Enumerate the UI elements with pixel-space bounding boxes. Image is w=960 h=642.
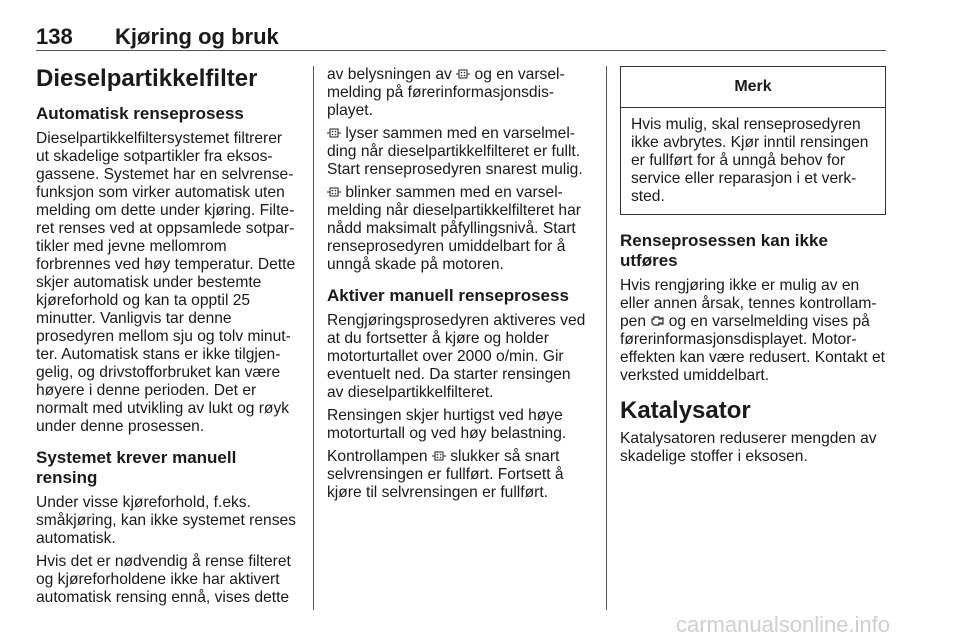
paragraph: Hvis det er nødvendig å rense filteret og kjøreforholdene ikke har aktivert automatisk rensing ennå, vises dette: [36, 553, 291, 606]
section-title: Katalysator: [620, 397, 751, 424]
dpf-filter-icon: [327, 126, 341, 140]
dpf-filter-icon: [456, 67, 470, 81]
paragraph: [327, 125, 589, 179]
paragraph-text: slukker så snart selvrensingen er fullført. Fortsett å kjøre til selvrensingen er fullført.: [327, 448, 564, 501]
note-box: [620, 66, 886, 215]
paragraph: Katalysatoren reduserer mengden av skadelige stoffer i eksosen.: [620, 430, 877, 465]
paragraph-text: blinker sammen med en varsel-melding når dieselpartikkelfilteret har nådd maksimalt påfyllingsnivå. Start renseprosedyren umiddelbart for å unngå skade på motoren.: [327, 184, 581, 273]
note-text: Hvis mulig, skal renseprosedyren ikke avbrytes. Kjør inntil rensingen er fullført for å unngå behov for service eller reparasjon i et verk-sted.: [631, 116, 869, 205]
chapter-title: Kjøring og bruk: [115, 24, 279, 49]
page-number: 138: [36, 24, 73, 49]
dpf-filter-icon: [432, 449, 446, 463]
subsection-title: Automatisk renseprosess: [36, 104, 244, 123]
paragraph: Under visse kjøreforhold, f.eks. småkjøring, kan ikke systemet renses automatisk.: [36, 494, 296, 547]
column-divider: [606, 66, 607, 610]
paragraph: Rensingen skjer hurtigst ved høye motorturtall og ved høy belastning.: [327, 407, 567, 442]
paragraph: [327, 66, 589, 120]
paragraph-text: Kontrollampen: [327, 448, 428, 465]
paragraph: [327, 184, 589, 274]
paragraph: Rengjøringsprosedyren aktiveres ved at du fortsetter å kjøre og holder motorturtallet over 2000 o/min. Gir eventuelt ned. Da starter rensingen av dieselpartikkelfilteret.: [327, 312, 586, 401]
subsection-title: Renseprosessen kan ikke utføres: [620, 231, 828, 270]
dpf-filter-icon: [327, 185, 341, 199]
page-header: [36, 24, 886, 51]
paragraph: [620, 277, 886, 385]
section-title: Dieselpartikkelfilter: [36, 65, 258, 92]
subsection-title: Systemet krever manuell rensing: [36, 448, 237, 487]
paragraph: [327, 448, 589, 502]
note-title: Merk: [621, 67, 885, 108]
paragraph-text: av belysningen av: [327, 66, 452, 83]
column-3: [620, 66, 886, 476]
watermark: carmanualsonline.info: [676, 612, 891, 637]
subsection-title: Aktiver manuell renseprosess: [327, 286, 569, 305]
engine-check-icon: [650, 314, 664, 328]
paragraph-text: og en varsel-melding på førerinformasjonsdis-playet.: [327, 66, 565, 119]
paragraph-text: Hvis rengjøring ikke er mulig av en eller annen årsak, tennes kontrollam-pen: [620, 277, 877, 330]
column-1: [36, 66, 298, 617]
column-divider: [313, 66, 314, 610]
column-2: [327, 66, 589, 512]
paragraph: Dieselpartikkelfiltersystemet filtrerer ut skadelige sotpartikler fra eksos-gassene. Systemet har en selvrense-funksjon som virker automatisk uten melding om dette under kjøring. Filte-ret renses ved at oppsamlede sotpar-tikler med jevne mellomrom forbrennes ved høy temperatur. Dette skjer automatisk under bestemte kjøreforhold og kan ta opptil 25 minutter. Vanligvis tar denne prosedyren mellom sju og tolv minut-ter. Automatisk stans er ikke tilgjen-gelig, og drivstofforbruket kan være høyere i denne perioden. Det er normalt med utvikling av lukt og røyk under denne prosessen.: [36, 130, 296, 435]
paragraph-text: og en varselmelding vises på førerinformasjonsdisplayet. Motor-effekten kan være redusert. Kontakt et verksted umiddelbart.: [620, 313, 885, 384]
paragraph-text: lyser sammen med en varselmel-ding når dieselpartikkelfilteret er fullt. Start renseprosedyren snarest mulig.: [327, 125, 583, 178]
